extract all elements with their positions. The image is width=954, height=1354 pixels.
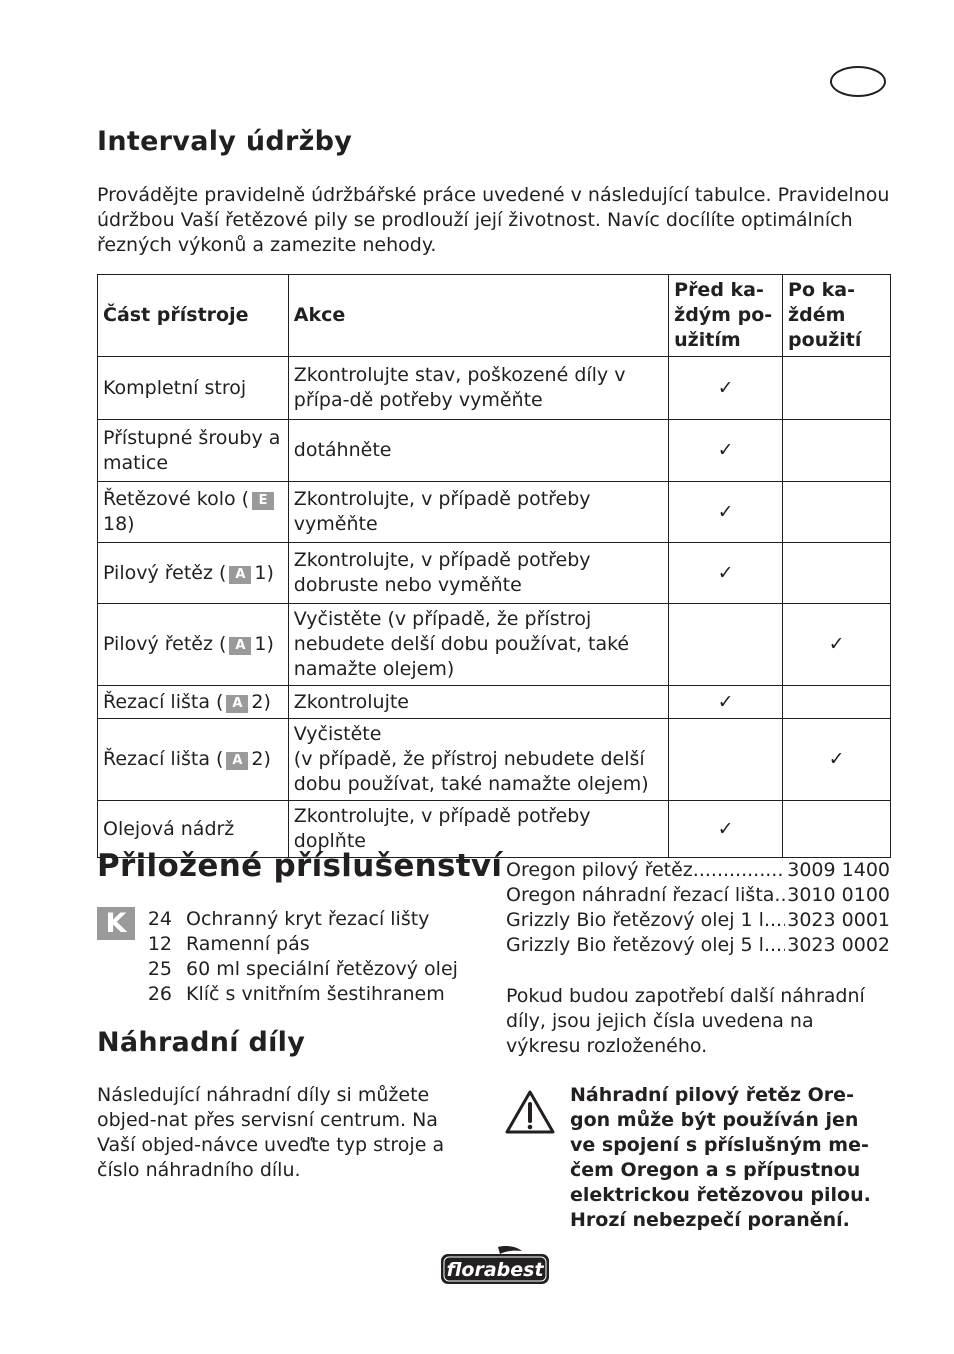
cell-action: Zkontrolujte, v případě potřeby vyměňte	[288, 482, 668, 543]
part-code: 3023 0001	[787, 909, 890, 931]
cell-after-use	[783, 719, 891, 801]
cell-part	[98, 686, 289, 719]
cell-after-use	[783, 543, 891, 604]
section-title-accessories: Přiložené příslušenství	[97, 848, 503, 884]
spare-parts-list	[506, 858, 890, 958]
cell-before-use	[669, 482, 783, 543]
item-number: 12	[147, 933, 172, 955]
cell-action: dotáhněte	[288, 420, 668, 482]
check-mark-icon: ✓	[717, 561, 734, 584]
part-label: Přístupné šrouby a matice	[103, 426, 281, 474]
warning-icon	[505, 1090, 555, 1134]
logo-text: florabest	[446, 1259, 544, 1281]
check-mark-icon: ✓	[717, 817, 734, 840]
table-row	[98, 543, 891, 604]
maintenance-intro: Provádějte pravidelně údržbářské práce uvedené v následující tabulce. Pravidelnou údržbou Vaší řetězové pily se prodlouží její životnost. Navíc docílíte optimálních řezných výkonů a zamezite nehody.	[97, 184, 890, 256]
cell-after-use	[783, 604, 891, 686]
list-item	[140, 907, 458, 932]
figure-ref-number: 18)	[103, 513, 135, 535]
check-mark-icon: ✓	[717, 500, 734, 523]
part-code: 3010 0100	[787, 884, 890, 906]
figure-ref-badge: K	[97, 907, 135, 940]
figure-ref-badge: A	[229, 637, 251, 655]
cell-action: Zkontrolujte stav, poškozené díly v přípa-dě potřeby vyměňte	[288, 357, 668, 420]
part-label: Pilový řetěz (	[103, 633, 227, 655]
further-parts-text: Pokud budou zapotřebí další náhradní díly, jsou jejich čísla uvedena na výkresu rozloženého.	[506, 985, 865, 1057]
header-before-line: Před ka-	[674, 279, 764, 301]
list-item	[506, 858, 890, 883]
part-label: Olejová nádrž	[103, 817, 235, 840]
cell-part	[98, 604, 289, 686]
cell-after-use	[783, 801, 891, 858]
header-before-line: užitím	[674, 329, 741, 351]
figure-ref-number: 2)	[251, 690, 271, 713]
part-label: Pilový řetěz (	[103, 561, 227, 584]
cell-action: Zkontrolujte	[288, 686, 668, 719]
item-label: 60 ml speciální řetězový olej	[186, 958, 458, 980]
figure-ref-number: 2)	[251, 748, 271, 770]
spare-parts-text: Následující náhradní díly si můžete objed-nat přes servisní centrum. Na Vaší objed-návce uveďte typ stroje a číslo náhradního dílu.	[97, 1084, 445, 1181]
figure-ref-number: 1)	[254, 633, 274, 655]
part-label: Kompletní stroj	[103, 376, 247, 399]
item-label: Klíč s vnitřním šestihranem	[186, 983, 445, 1005]
cell-before-use	[669, 604, 783, 686]
header-part: Část přístroje	[98, 275, 289, 357]
table-header-row	[98, 275, 891, 357]
cell-after-use	[783, 420, 891, 482]
part-name: Oregon náhradní řezací lišta	[506, 884, 775, 906]
figure-ref-badge: A	[229, 566, 251, 584]
check-mark-icon: ✓	[717, 376, 734, 399]
cell-before-use	[669, 543, 783, 604]
header-action: Akce	[288, 275, 668, 357]
header-after-line: použití	[788, 329, 862, 351]
figure-ref-number: 1)	[254, 561, 274, 584]
florabest-logo	[438, 1244, 552, 1288]
figure-ref-badge: A	[226, 695, 248, 713]
figure-ref-badge: A	[226, 752, 248, 770]
cell-action: Vyčistěte (v případě, že přístroj nebudete delší dobu používat, také namažte olejem)	[288, 604, 668, 686]
check-mark-icon: ✓	[717, 439, 734, 461]
header-before-use	[669, 275, 783, 357]
part-label: Řezací lišta (	[103, 690, 224, 713]
cell-before-use	[669, 801, 783, 858]
list-item	[140, 932, 458, 957]
cell-part	[98, 420, 289, 482]
figure-ref-badge: E	[252, 492, 274, 510]
item-label: Ramenní pás	[186, 933, 310, 955]
part-name: Oregon pilový řetěz	[506, 859, 693, 881]
cell-after-use	[783, 357, 891, 420]
cell-action: Zkontrolujte, v případě potřeby doplňte	[288, 801, 668, 858]
list-item	[506, 933, 890, 958]
cell-after-use	[783, 482, 891, 543]
cell-before-use	[669, 719, 783, 801]
leader-dots	[764, 908, 785, 933]
section-title-maintenance: Intervaly údržby	[97, 126, 353, 157]
part-label: Řetězové kolo (	[103, 488, 250, 510]
item-number: 26	[147, 983, 172, 1005]
cell-after-use	[783, 686, 891, 719]
header-after-use	[783, 275, 891, 357]
part-name: Grizzly Bio řetězový olej 1 l	[506, 909, 764, 931]
cell-before-use	[669, 686, 783, 719]
part-label: Řezací lišta (	[103, 748, 224, 770]
maintenance-table	[97, 274, 891, 858]
table-row	[98, 357, 891, 420]
cell-part	[98, 719, 289, 801]
check-mark-icon: ✓	[717, 690, 734, 713]
list-item	[506, 908, 890, 933]
list-item	[140, 982, 458, 1007]
cell-part	[98, 482, 289, 543]
part-code: 3009 1400	[787, 859, 890, 881]
cell-before-use	[669, 420, 783, 482]
section-title-spare-parts: Náhradní díly	[97, 1027, 306, 1058]
header-after-line: ždém	[788, 304, 846, 326]
cell-before-use	[669, 357, 783, 420]
item-label: Ochranný kryt řezací lišty	[186, 908, 430, 930]
header-before-line: ždým po-	[674, 304, 773, 326]
item-number: 25	[147, 958, 172, 980]
table-row	[98, 604, 891, 686]
table-row	[98, 686, 891, 719]
warning-text: Náhradní pilový řetěz Ore-gon může být používán jen ve spojení s příslušným me-čem Oregon a s přípustnou elektrickou řetězovou pilou. Hrozí nebezpečí poranění.	[570, 1084, 871, 1231]
cell-part	[98, 543, 289, 604]
cell-action: Zkontrolujte, v případě potřeby dobruste nebo vyměňte	[288, 543, 668, 604]
item-number: 24	[147, 908, 172, 930]
check-mark-icon: ✓	[828, 633, 845, 655]
cell-part	[98, 357, 289, 420]
list-item	[140, 957, 458, 982]
leader-dots	[774, 883, 785, 908]
language-badge	[830, 66, 886, 97]
list-item	[506, 883, 890, 908]
header-after-line: Po ka-	[788, 279, 855, 301]
cell-action: Vyčistěte (v případě, že přístroj nebudete delší dobu používat, také namažte olejem)	[288, 719, 668, 801]
table-row	[98, 719, 891, 801]
part-name: Grizzly Bio řetězový olej 5 l	[506, 934, 764, 956]
part-code: 3023 0002	[787, 934, 890, 956]
leader-dots	[764, 933, 785, 958]
leader-dots	[693, 858, 785, 883]
table-row	[98, 420, 891, 482]
accessories-list	[140, 907, 458, 1007]
check-mark-icon: ✓	[828, 748, 845, 770]
table-row	[98, 482, 891, 543]
